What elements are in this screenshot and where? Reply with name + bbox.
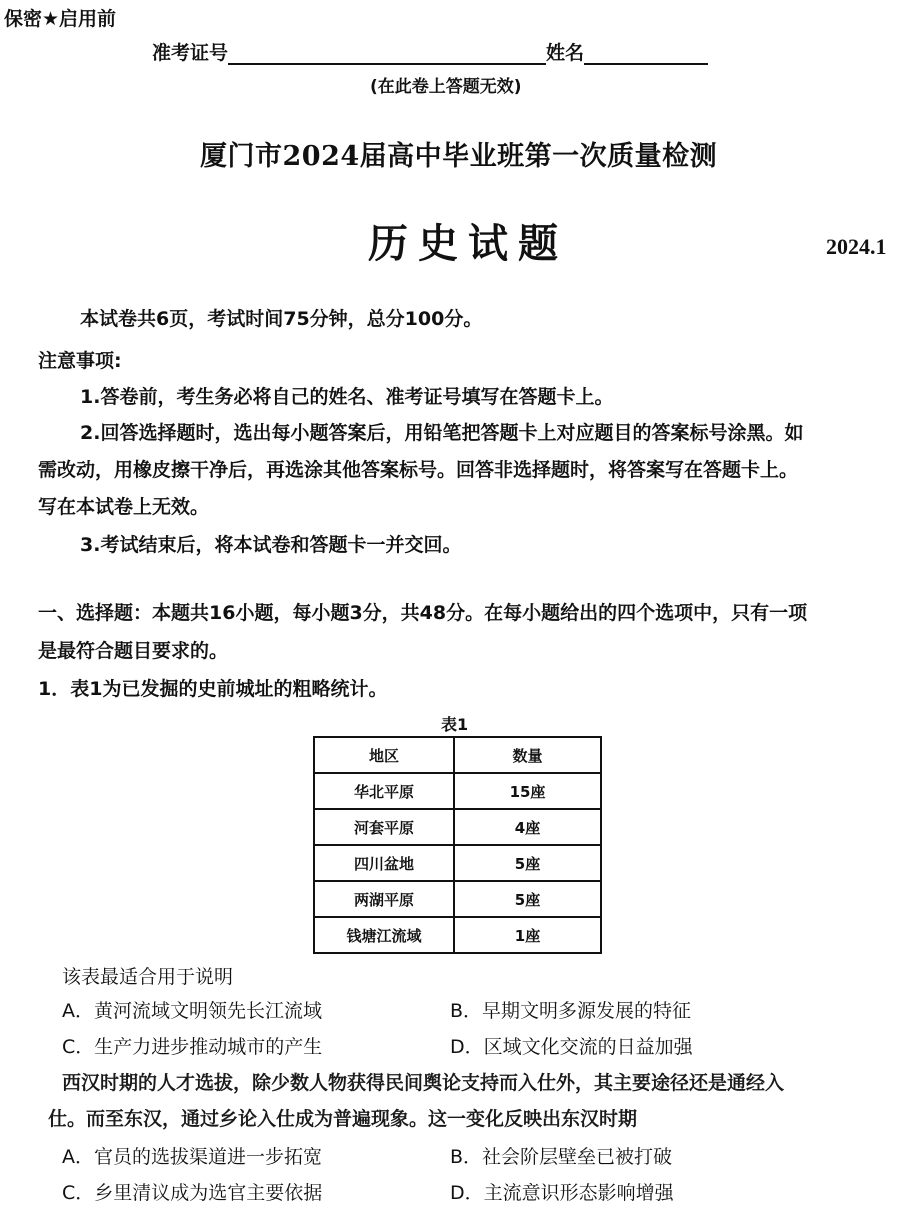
question-1-option-a: A．黄河流域文明领先长江流域 [62, 1000, 322, 1022]
table-cell-region: 两湖平原 [314, 881, 454, 917]
table-cell-region: 四川盆地 [314, 845, 454, 881]
table-cell-count: 15座 [454, 773, 601, 809]
table-cell-count: 1座 [454, 917, 601, 953]
name-blank [584, 63, 708, 65]
ticket-label: 准考证号 [152, 42, 229, 64]
question-2-stem-line-1: 西汉时期的人才选拔，除少数人物获得民间舆论支持而入仕外，其主要途径还是通经入 [62, 1072, 785, 1094]
notes-heading: 注意事项: [38, 350, 122, 372]
table-row [314, 809, 601, 845]
table-caption: 表1 [441, 715, 469, 734]
question-1-option-b: B．早期文明多源发展的特征 [450, 1000, 692, 1022]
question-2-option-b: B．社会阶层壁垒已被打破 [450, 1146, 673, 1168]
table-header-cell: 地区 [314, 737, 454, 773]
notes-item-2-line-2: 需改动，用橡皮擦干净后，再选涂其他答案标号。回答非选择题时，将答案写在答题卡上。 [38, 459, 799, 481]
notes-item-2-line-3: 写在本试卷上无效。 [38, 496, 210, 518]
section-1-instructions-line-2: 是最符合题目要求的。 [38, 640, 229, 662]
ticket-blank [228, 63, 546, 65]
exam-ticket-row [152, 38, 708, 65]
question-1-option-d: D．区域文化交流的日益加强 [450, 1036, 693, 1058]
question-1-prompt: 该表最适合用于说明 [62, 966, 234, 988]
question-1-option-c: C．生产力进步推动城市的产生 [62, 1036, 323, 1058]
table-cell-region: 钱塘江流域 [314, 917, 454, 953]
name-label: 姓名 [546, 42, 585, 64]
table-cell-region: 河套平原 [314, 809, 454, 845]
notes-item-1: 1.答卷前，考生务必将自己的姓名、准考证号填写在答题卡上。 [80, 386, 614, 408]
exam-title: 厦门市2024届高中毕业班第一次质量检测 [200, 141, 718, 172]
question-2-stem-line-2: 仕。而至东汉，通过乡论入仕成为普遍现象。这一变化反映出东汉时期 [48, 1108, 638, 1130]
notes-item-2-line-1: 2.回答选择题时，选出每小题答案后，用铅笔把答题卡上对应题目的答案标号涂黑。如 [80, 422, 804, 444]
question-1-stem: 1．表1为已发掘的史前城址的粗略统计。 [38, 678, 388, 700]
exam-intro: 本试卷共6页，考试时间75分钟，总分100分。 [80, 308, 483, 330]
table-row [314, 773, 601, 809]
table-row [314, 917, 601, 953]
invalid-notice: (在此卷上答题无效) [370, 77, 522, 97]
confidential-label: 保密★启用前 [4, 8, 117, 30]
table-cell-count: 5座 [454, 881, 601, 917]
table-header-row [314, 737, 601, 773]
question-2-option-a: A．官员的选拔渠道进一步拓宽 [62, 1146, 322, 1168]
exam-date: 2024.1 [826, 234, 887, 259]
table-cell-region: 华北平原 [314, 773, 454, 809]
table-header-cell: 数量 [454, 737, 601, 773]
stats-table [313, 736, 602, 954]
subject-title: 历史试题 [368, 220, 568, 267]
stats-table-wrapper [313, 736, 602, 954]
notes-item-3: 3.考试结束后，将本试卷和答题卡一并交回。 [80, 534, 462, 556]
question-2-option-d: D．主流意识形态影响增强 [450, 1182, 674, 1204]
table-cell-count: 5座 [454, 845, 601, 881]
table-cell-count: 4座 [454, 809, 601, 845]
table-row [314, 845, 601, 881]
question-2-option-c: C．乡里清议成为选官主要依据 [62, 1182, 323, 1204]
table-row [314, 881, 601, 917]
section-1-instructions-line-1: 一、选择题：本题共16小题，每小题3分，共48分。在每小题给出的四个选项中，只有一项 [38, 602, 808, 624]
